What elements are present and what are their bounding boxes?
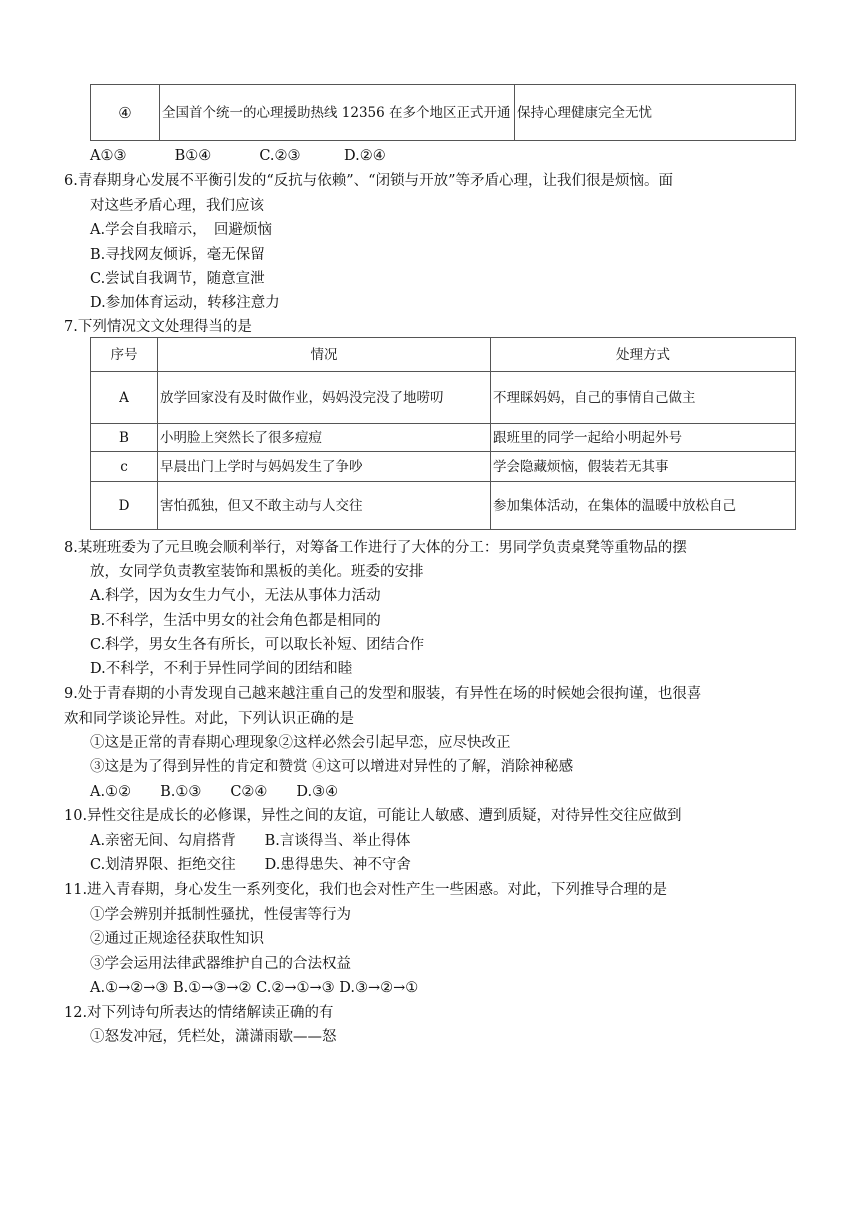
q8-stem-cont: 放，女同学负责教室装饰和黑板的美化。班委的安排: [90, 564, 424, 580]
event-cell: 全国首个统一的心理援助热线 12356 在多个地区正式开通: [160, 85, 515, 141]
q5-options: A①③ B①④ C.②③ D.②④: [90, 148, 386, 164]
q11-statement-2: ②通过正规途径获取性知识: [90, 931, 264, 947]
q9-options: A.①② B.①③ C②④ D.③④: [90, 784, 339, 800]
row-situation: 害怕孤独，但又不敢主动与人交往: [158, 482, 491, 530]
table-row: [91, 424, 796, 452]
row-id: B: [91, 424, 158, 452]
table-row: [91, 452, 796, 482]
q12-stem: 12.对下列诗句所表达的情绪解读正确的有: [64, 1005, 334, 1021]
q7-table: [90, 337, 796, 530]
row-id: A: [91, 372, 158, 424]
q8-stem: 8.某班班委为了元旦晚会顺利举行，对筹备工作进行了大体的分工：男同学负责桌凳等重物品的摆: [64, 540, 687, 556]
row-action: 不理睬妈妈，自己的事情自己做主: [491, 372, 796, 424]
table-row: [91, 372, 796, 424]
q9-stem-cont: 欢和同学谈论异性。对此，下列认识正确的是: [64, 711, 354, 727]
q6-option-a: A.学会自我暗示， 回避烦恼: [90, 222, 272, 238]
q9-statement-2: ③这是为了得到异性的肯定和赞赏 ④这可以增进对异性的了解，消除神秘感: [90, 759, 574, 775]
q8-option-d: D.不科学，不利于异性同学间的团结和睦: [90, 661, 353, 677]
q11-statement-3: ③学会运用法律武器维护自己的合法权益: [90, 956, 351, 972]
header-action: 处理方式: [491, 338, 796, 372]
q6-stem: 6.青春期身心发展不平衡引发的“反抗与依赖”、“闭锁与开放”等矛盾心理，让我们很是烦恼。面: [64, 173, 673, 189]
row-action: 参加集体活动，在集体的温暖中放松自己: [491, 482, 796, 530]
row-action: 学会隐藏烦恼，假装若无其事: [491, 452, 796, 482]
q10-stem: 10.异性交往是成长的必修课，异性之间的友谊，可能让人敏感、遭到质疑，对待异性交往应做到: [64, 808, 682, 824]
table-continuation: [90, 84, 796, 141]
table-row: [91, 85, 796, 141]
q6-option-b: B.寻找网友倾诉，毫无保留: [90, 247, 265, 263]
row-situation: 早晨出门上学时与妈妈发生了争吵: [158, 452, 491, 482]
q6-stem-cont: 对这些矛盾心理，我们应该: [90, 198, 264, 214]
q8-option-a: A.科学，因为女生力气小，无法从事体力活动: [90, 588, 381, 604]
q9-statement-1: ①这是正常的青春期心理现象②这样必然会引起早恋，应尽快改正: [90, 735, 511, 751]
q8-option-c: C.科学，男女生各有所长，可以取长补短、团结合作: [90, 637, 425, 653]
q11-options: A.①→②→③ B.①→③→② C.②→①→③ D.③→②→①: [90, 980, 419, 996]
q11-statement-1: ①学会辨别并抵制性骚扰，性侵害等行为: [90, 907, 351, 923]
q11-stem: 11.进入青春期，身心发生一系列变化，我们也会对性产生一些困惑。对此，下列推导合理的是: [64, 882, 668, 898]
row-situation: 小明脸上突然长了很多痘痘: [158, 424, 491, 452]
row-situation: 放学回家没有及时做作业，妈妈没完没了地唠叨: [158, 372, 491, 424]
q9-stem: 9.处于青春期的小青发现自己越来越注重自己的发型和服装，有异性在场的时候她会很拘谨，也很喜: [64, 686, 702, 702]
q6-option-d: D.参加体育运动，转移注意力: [90, 295, 280, 311]
table-header-row: [91, 338, 796, 372]
row-action: 跟班里的同学一起给小明起外号: [491, 424, 796, 452]
view-cell: 保持心理健康完全无忧: [515, 85, 796, 141]
table-row: [91, 482, 796, 530]
q10-options-ab: A.亲密无间、勾肩搭背 B.言谈得当、举止得体: [90, 833, 411, 849]
q8-option-b: B.不科学，生活中男女的社会角色都是相同的: [90, 613, 381, 629]
q6-option-c: C.尝试自我调节，随意宣泄: [90, 271, 265, 287]
header-number: 序号: [91, 338, 158, 372]
q10-options-cd: C.划清界限、拒绝交往 D.患得患失、神不守舍: [90, 857, 411, 873]
row-id: D: [91, 482, 158, 530]
row-number: ④: [91, 85, 160, 141]
q12-statement-1: ①怒发冲冠，凭栏处，潇潇雨歇——怒: [90, 1029, 337, 1045]
q7-stem: 7.下列情况文文处理得当的是: [64, 319, 252, 335]
row-id: c: [91, 452, 158, 482]
header-situation: 情况: [158, 338, 491, 372]
